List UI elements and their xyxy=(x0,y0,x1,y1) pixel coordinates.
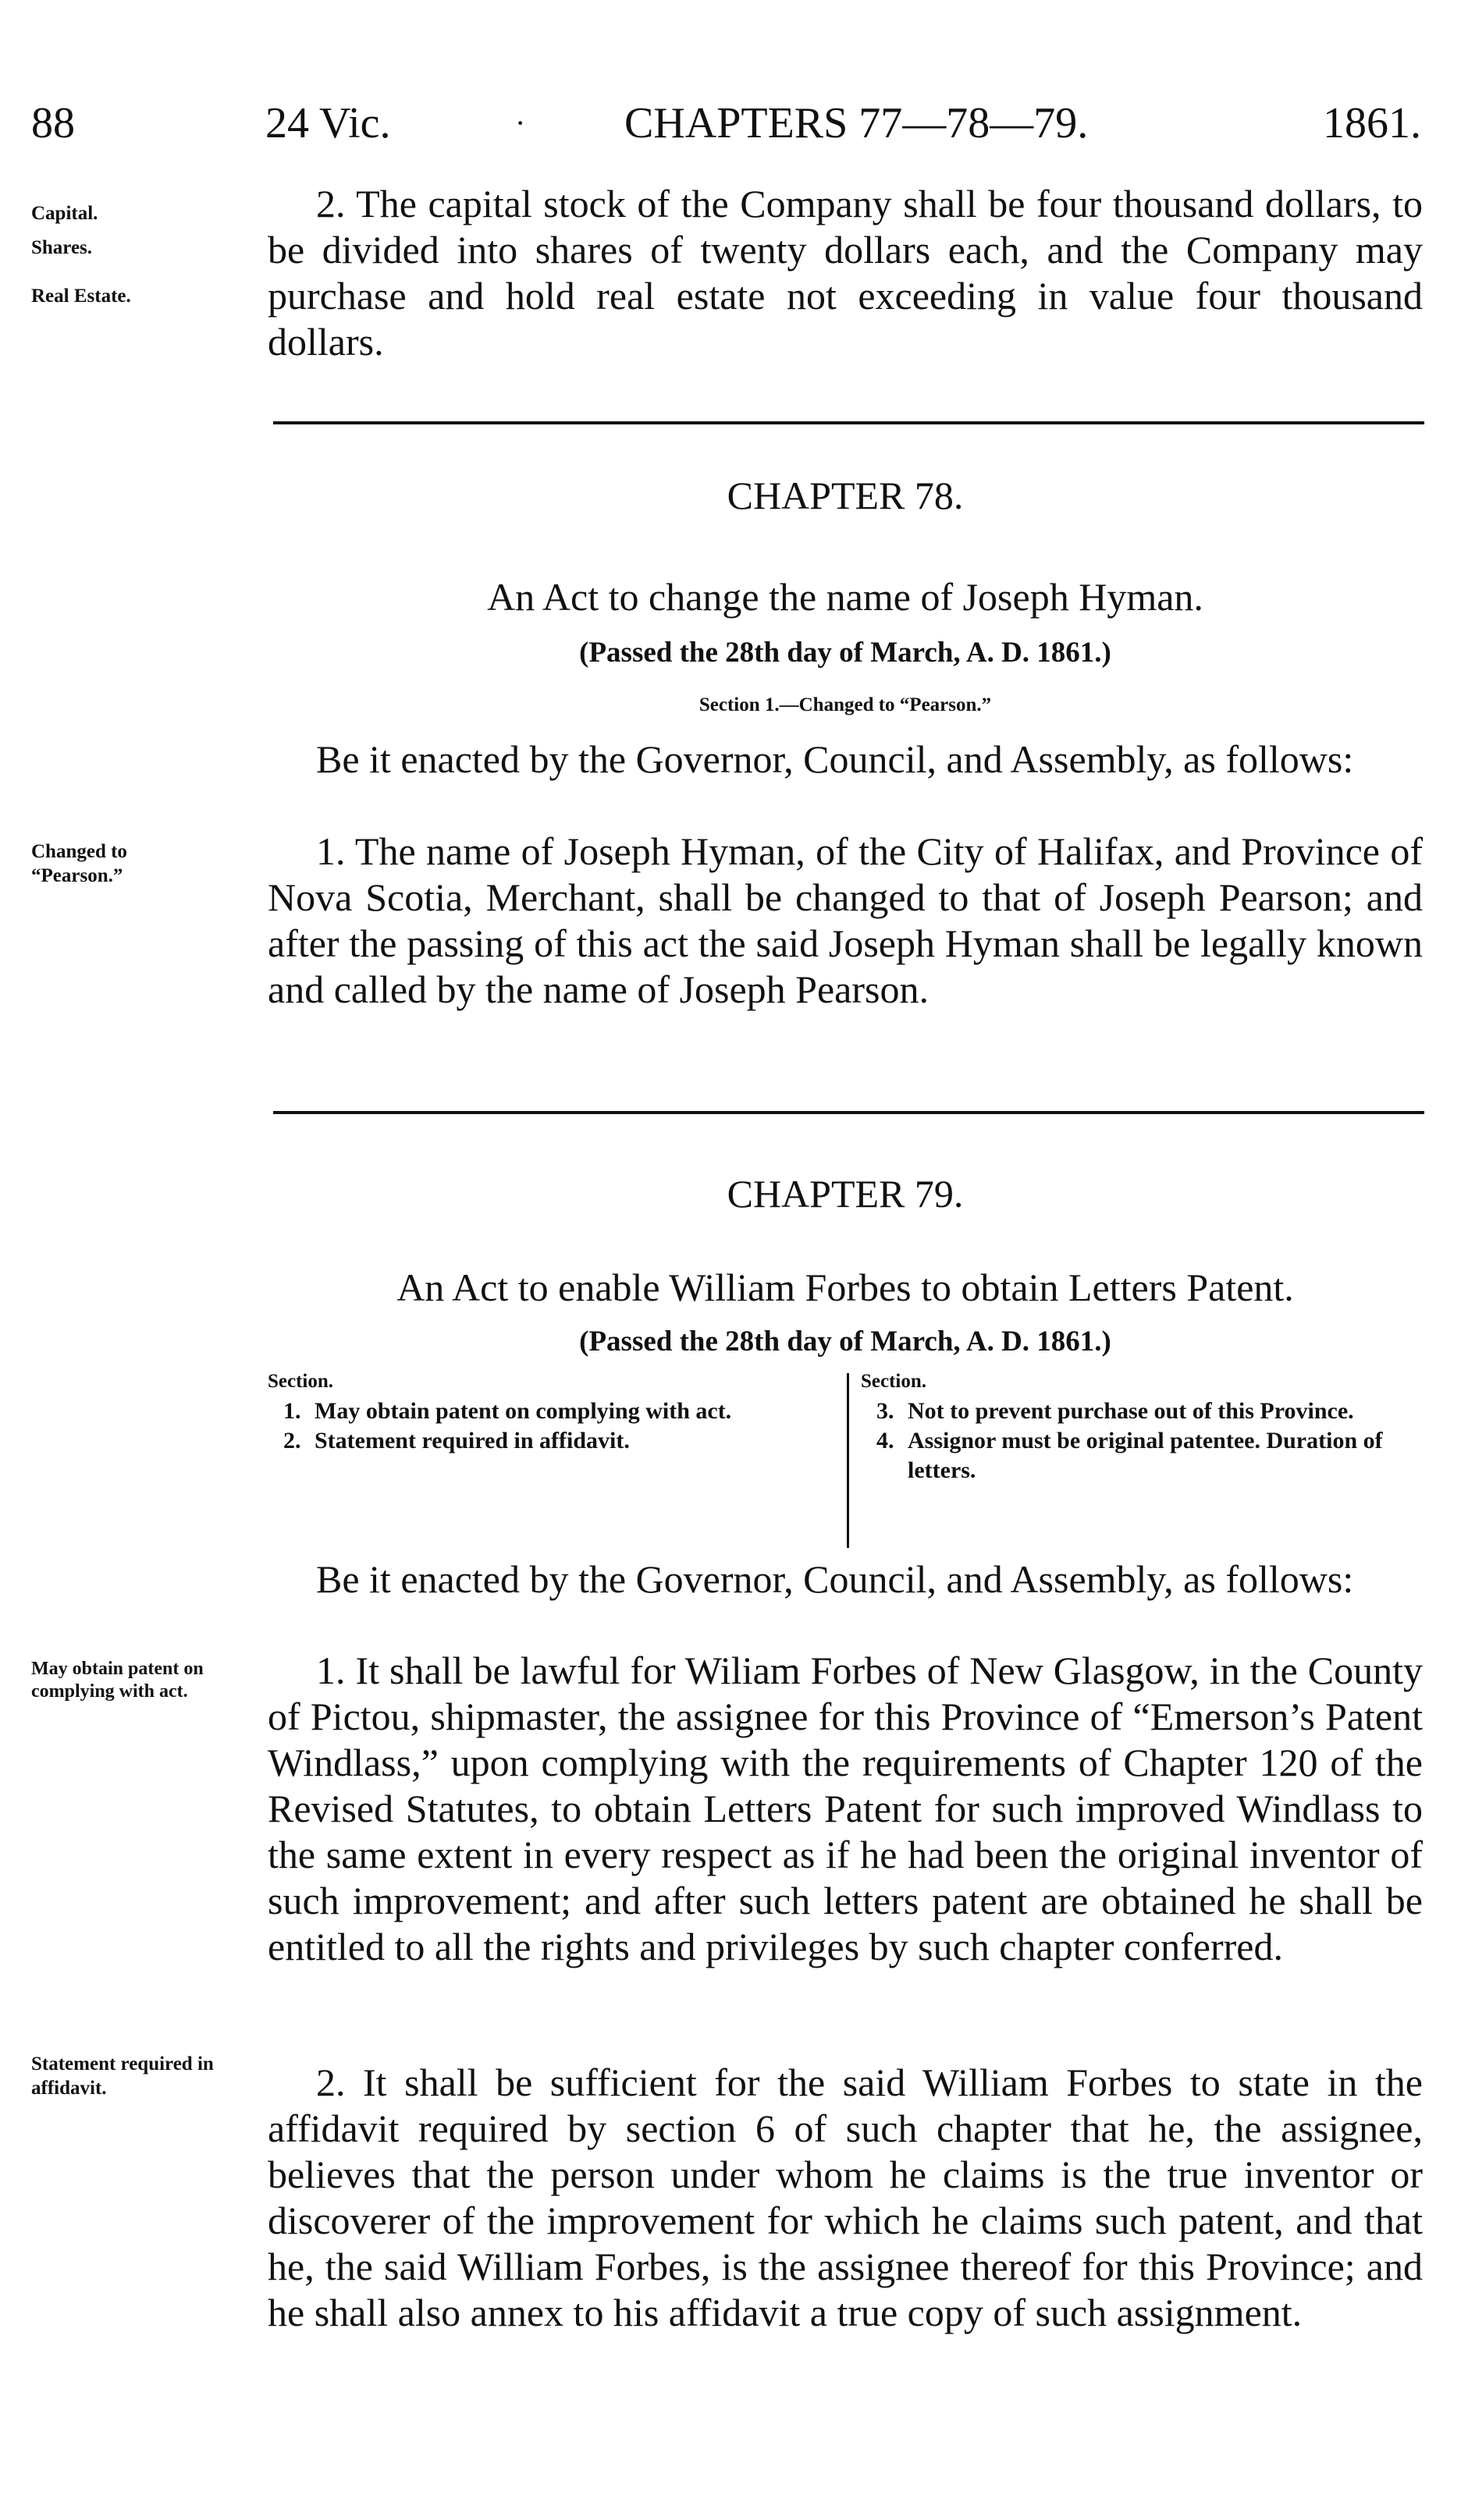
section-index-item xyxy=(268,1426,830,1456)
chapter-79-enacting-clause xyxy=(268,1556,1423,1603)
margin-note-capital: Capital. xyxy=(31,203,98,224)
section-index-item xyxy=(861,1397,1423,1426)
chapter-78-enacting-clause xyxy=(268,736,1423,783)
page-number: 88 xyxy=(31,99,75,147)
chapter-79-section-1 xyxy=(268,1648,1423,1970)
margin-note-shares: Shares. xyxy=(31,237,93,258)
regnal-year: 24 Vic. xyxy=(265,99,391,147)
section-index-right xyxy=(861,1367,1423,1485)
section-text: 2. The capital stock of the Company shall be four thousand dollars, to be divided into shares of twenty dollars each, and the Company may purchase and hold real estate not exceeding in value four thousand dollars. xyxy=(268,182,1423,364)
section-summary: Not to prevent purchase out of this Province. xyxy=(908,1398,1354,1424)
margin-note-may-obtain-patent: May obtain patent on complying with act. xyxy=(31,1659,204,1702)
margin-note-real-estate: Real Estate. xyxy=(31,286,131,307)
running-header xyxy=(31,92,1421,154)
chapter-78-passed-date: (Passed the 28th day of March, A. D. 1861.) xyxy=(579,637,1111,669)
section-number: 4. xyxy=(876,1428,894,1453)
margin-note-changed-to-pearson: Changed to “Pearson.” xyxy=(31,841,127,886)
section-label: Section. xyxy=(268,1371,334,1392)
chapter-79-section-2 xyxy=(268,2060,1423,2336)
chapter-79-title: An Act to enable William Forbes to obtain Letters Patent. xyxy=(396,1265,1294,1309)
section-index-divider xyxy=(847,1373,849,1548)
section-index-table xyxy=(268,1367,1423,1551)
margin-note-statement-required: Statement required in affidavit. xyxy=(31,2053,214,2099)
section-number: 3. xyxy=(876,1398,894,1424)
section-index-left xyxy=(268,1367,830,1456)
divider-rule xyxy=(273,421,1424,424)
chapters-title: CHAPTERS 77—78—79. xyxy=(624,99,1089,147)
divider-rule xyxy=(273,1111,1424,1114)
chapter-79-passed-date: (Passed the 28th day of March, A. D. 1861.) xyxy=(579,1326,1111,1358)
chapter-78-section-1 xyxy=(268,829,1423,1013)
enacting-clause: Be it enacted by the Governor, Council, and Assembly, as follows: xyxy=(316,1557,1354,1601)
chapter-77-section-2 xyxy=(268,181,1423,365)
section-text: 1. The name of Joseph Hyman, of the City of Halifax, and Province of Nova Scotia, Merchant, shall be changed to that of Joseph Pearson; and after the passing of this act the said Joseph Hyman shall be legally known and called by the name of Joseph Pearson. xyxy=(268,829,1423,1011)
section-summary: May obtain patent on complying with act. xyxy=(315,1398,732,1424)
section-summary: Statement required in affidavit. xyxy=(315,1428,630,1453)
section-number: 2. xyxy=(283,1428,301,1453)
section-label: Section. xyxy=(861,1371,927,1392)
chapter-78-heading: CHAPTER 78. xyxy=(727,474,964,517)
section-summary: Assignor must be original patentee. Duration of letters. xyxy=(908,1428,1383,1483)
section-text: 1. It shall be lawful for Wiliam Forbes of New Glasgow, in the County of Pictou, shipmaster, the assignee for this Province of “Emerson’s Patent Windlass,” upon complying with the requirements of Chapter 120 of the Revised Statutes, to obtain Letters Patent for such improved Windlass to the same extent in every respect as if he had been the original inventor of such improvement; and after such letters patent are obtained he shall be entitled to all the rights and privileges by such chapter conferred. xyxy=(268,1649,1423,1968)
header-separator: · xyxy=(515,105,526,140)
header-year: 1861. xyxy=(1323,99,1421,147)
enacting-clause: Be it enacted by the Governor, Council, and Assembly, as follows: xyxy=(316,737,1354,781)
section-text: 2. It shall be sufficient for the said William Forbes to state in the affidavit required by section 6 of such chapter that he, the assignee, believes that the person under whom he claims is the true inventor or discoverer of the improvement for which he claims such patent, and that he, the said William Forbes, is the assignee thereof for this Province; and he shall also annex to his affidavit a true copy of such assignment. xyxy=(268,2060,1423,2334)
section-number: 1. xyxy=(283,1398,301,1424)
section-index-item xyxy=(268,1397,830,1426)
chapter-78-section-index: Section 1.—Changed to “Pearson.” xyxy=(698,694,992,715)
chapter-79-heading: CHAPTER 79. xyxy=(727,1172,964,1216)
chapter-78-title: An Act to change the name of Joseph Hyman. xyxy=(487,575,1203,619)
section-index-item xyxy=(861,1426,1423,1485)
